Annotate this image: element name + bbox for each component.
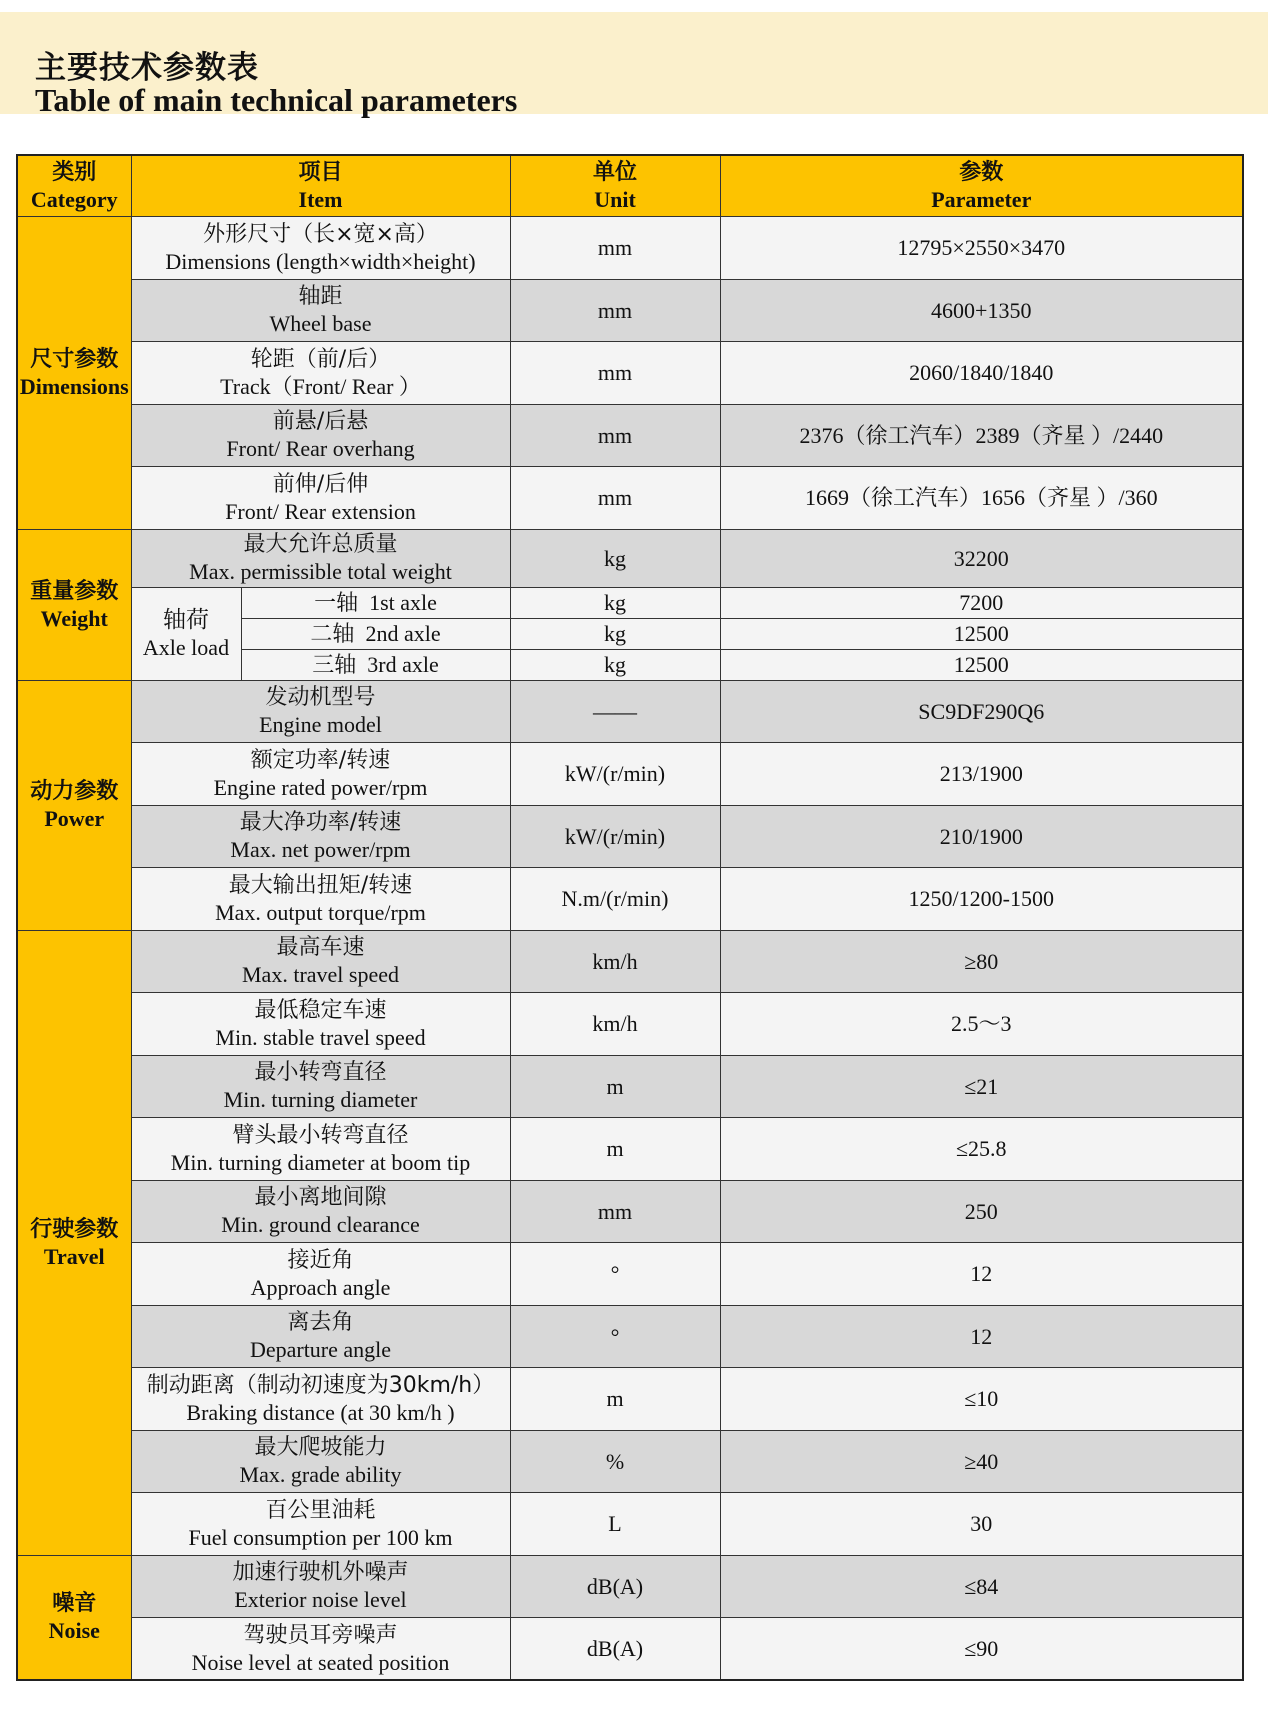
unit-cell: kg [510, 587, 720, 618]
table-row [17, 1368, 1243, 1431]
table-row [17, 467, 1243, 530]
table-row [17, 529, 1243, 587]
table-row [17, 1305, 1243, 1368]
table-row [17, 1243, 1243, 1306]
value-cell: ≤84 [720, 1555, 1243, 1618]
category-travel: 行驶参数 Travel [17, 930, 131, 1555]
unit-cell: N.m/(r/min) [510, 868, 720, 931]
value-cell: 1250/1200-1500 [720, 868, 1243, 931]
table-row [17, 279, 1243, 342]
header-unit: 单位 Unit [510, 155, 720, 217]
item-cell: 外形尺寸（长×宽×高） Dimensions (length×width×height) [131, 217, 510, 280]
value-cell: 1669（徐工汽车）1656（齐星 ）/360 [720, 467, 1243, 530]
table-row [17, 930, 1243, 993]
item-cell: 离去角 Departure angle [131, 1305, 510, 1368]
value-cell: 7200 [720, 587, 1243, 618]
item-cell: 最大允许总质量 Max. permissible total weight [131, 529, 510, 587]
item-cell: 臂头最小转弯直径 Min. turning diameter at boom tip [131, 1118, 510, 1181]
header-category: 类别 Category [17, 155, 131, 217]
value-cell: 210/1900 [720, 805, 1243, 868]
table-row [17, 680, 1243, 743]
value-cell: ≤90 [720, 1618, 1243, 1681]
value-cell: ≥40 [720, 1430, 1243, 1493]
value-cell: 12 [720, 1305, 1243, 1368]
header-parameter: 参数 Parameter [720, 155, 1243, 217]
value-cell: ≥80 [720, 930, 1243, 993]
unit-cell: kg [510, 529, 720, 587]
value-cell: 30 [720, 1493, 1243, 1556]
item-cell: 前伸/后伸 Front/ Rear extension [131, 467, 510, 530]
unit-cell: dB(A) [510, 1618, 720, 1681]
value-cell: 2376（徐工汽车）2389（齐星 ）/2440 [720, 404, 1243, 467]
unit-cell: L [510, 1493, 720, 1556]
unit-cell: —— [510, 680, 720, 743]
item-cell: 轮距（前/后） Track（Front/ Rear ） [131, 342, 510, 405]
unit-cell: mm [510, 1180, 720, 1243]
unit-cell: dB(A) [510, 1555, 720, 1618]
item-cell: 加速行驶机外噪声 Exterior noise level [131, 1555, 510, 1618]
table-row [17, 743, 1243, 806]
header-row [17, 155, 1243, 217]
unit-cell: mm [510, 217, 720, 280]
item-cell: 最高车速 Max. travel speed [131, 930, 510, 993]
item-cell: 额定功率/转速 Engine rated power/rpm [131, 743, 510, 806]
unit-cell: mm [510, 279, 720, 342]
table-row [17, 868, 1243, 931]
table-row [17, 1055, 1243, 1118]
value-cell: 32200 [720, 529, 1243, 587]
item-cell: 三轴 3rd axle [241, 649, 510, 680]
unit-cell: kW/(r/min) [510, 805, 720, 868]
item-cell: 发动机型号 Engine model [131, 680, 510, 743]
unit-cell: mm [510, 467, 720, 530]
item-cell: 百公里油耗 Fuel consumption per 100 km [131, 1493, 510, 1556]
value-cell: 12795×2550×3470 [720, 217, 1243, 280]
item-cell: 最低稳定车速 Min. stable travel speed [131, 993, 510, 1056]
value-cell: 12 [720, 1243, 1243, 1306]
value-cell: 12500 [720, 618, 1243, 649]
unit-cell: m [510, 1055, 720, 1118]
value-cell: 12500 [720, 649, 1243, 680]
unit-cell: km/h [510, 993, 720, 1056]
unit-cell: mm [510, 342, 720, 405]
header-item: 项目 Item [131, 155, 510, 217]
table-row [17, 1430, 1243, 1493]
item-cell: 最小转弯直径 Min. turning diameter [131, 1055, 510, 1118]
unit-cell: kg [510, 618, 720, 649]
table-row [17, 1118, 1243, 1181]
item-cell: 最大爬坡能力 Max. grade ability [131, 1430, 510, 1493]
value-cell: 4600+1350 [720, 279, 1243, 342]
item-cell: 接近角 Approach angle [131, 1243, 510, 1306]
table-row [17, 342, 1243, 405]
table-row [17, 805, 1243, 868]
item-cell: 最大净功率/转速 Max. net power/rpm [131, 805, 510, 868]
table-row [17, 1555, 1243, 1618]
item-cell: 最小离地间隙 Min. ground clearance [131, 1180, 510, 1243]
unit-cell: km/h [510, 930, 720, 993]
title-banner [0, 12, 1268, 118]
table-row [17, 1618, 1243, 1681]
item-cell: 轴距 Wheel base [131, 279, 510, 342]
unit-cell: ° [510, 1305, 720, 1368]
page-title-cn: 主要技术参数表 [35, 50, 259, 86]
item-cell: 最大输出扭矩/转速 Max. output torque/rpm [131, 868, 510, 931]
table-row [17, 993, 1243, 1056]
table-row [17, 404, 1243, 467]
value-cell: 250 [720, 1180, 1243, 1243]
table-row [17, 1493, 1243, 1556]
category-noise: 噪音 Noise [17, 1555, 131, 1680]
item-cell: 驾驶员耳旁噪声 Noise level at seated position [131, 1618, 510, 1681]
parameter-table [16, 154, 1244, 1681]
table-row [17, 217, 1243, 280]
category-weight: 重量参数 Weight [17, 529, 131, 680]
unit-cell: m [510, 1118, 720, 1181]
item-cell: 制动距离（制动初速度为30km/h） Braking distance (at 30 km/h ) [131, 1368, 510, 1431]
value-cell: 2060/1840/1840 [720, 342, 1243, 405]
table-row [17, 1180, 1243, 1243]
item-cell: 一轴 1st axle [241, 587, 510, 618]
category-power: 动力参数 Power [17, 680, 131, 930]
value-cell: ≤21 [720, 1055, 1243, 1118]
unit-cell: mm [510, 404, 720, 467]
unit-cell: % [510, 1430, 720, 1493]
value-cell: SC9DF290Q6 [720, 680, 1243, 743]
unit-cell: ° [510, 1243, 720, 1306]
unit-cell: kg [510, 649, 720, 680]
axle-load-label: 轴荷 Axle load [131, 587, 241, 680]
page-title-en: Table of main technical parameters [35, 82, 518, 118]
unit-cell: m [510, 1368, 720, 1431]
item-cell: 前悬/后悬 Front/ Rear overhang [131, 404, 510, 467]
value-cell: 213/1900 [720, 743, 1243, 806]
category-dimensions: 尺寸参数 Dimensions [17, 217, 131, 530]
value-cell: ≤10 [720, 1368, 1243, 1431]
item-cell: 二轴 2nd axle [241, 618, 510, 649]
value-cell: 2.5～3 [720, 993, 1243, 1056]
unit-cell: kW/(r/min) [510, 743, 720, 806]
value-cell: ≤25.8 [720, 1118, 1243, 1181]
table-row [17, 587, 1243, 618]
